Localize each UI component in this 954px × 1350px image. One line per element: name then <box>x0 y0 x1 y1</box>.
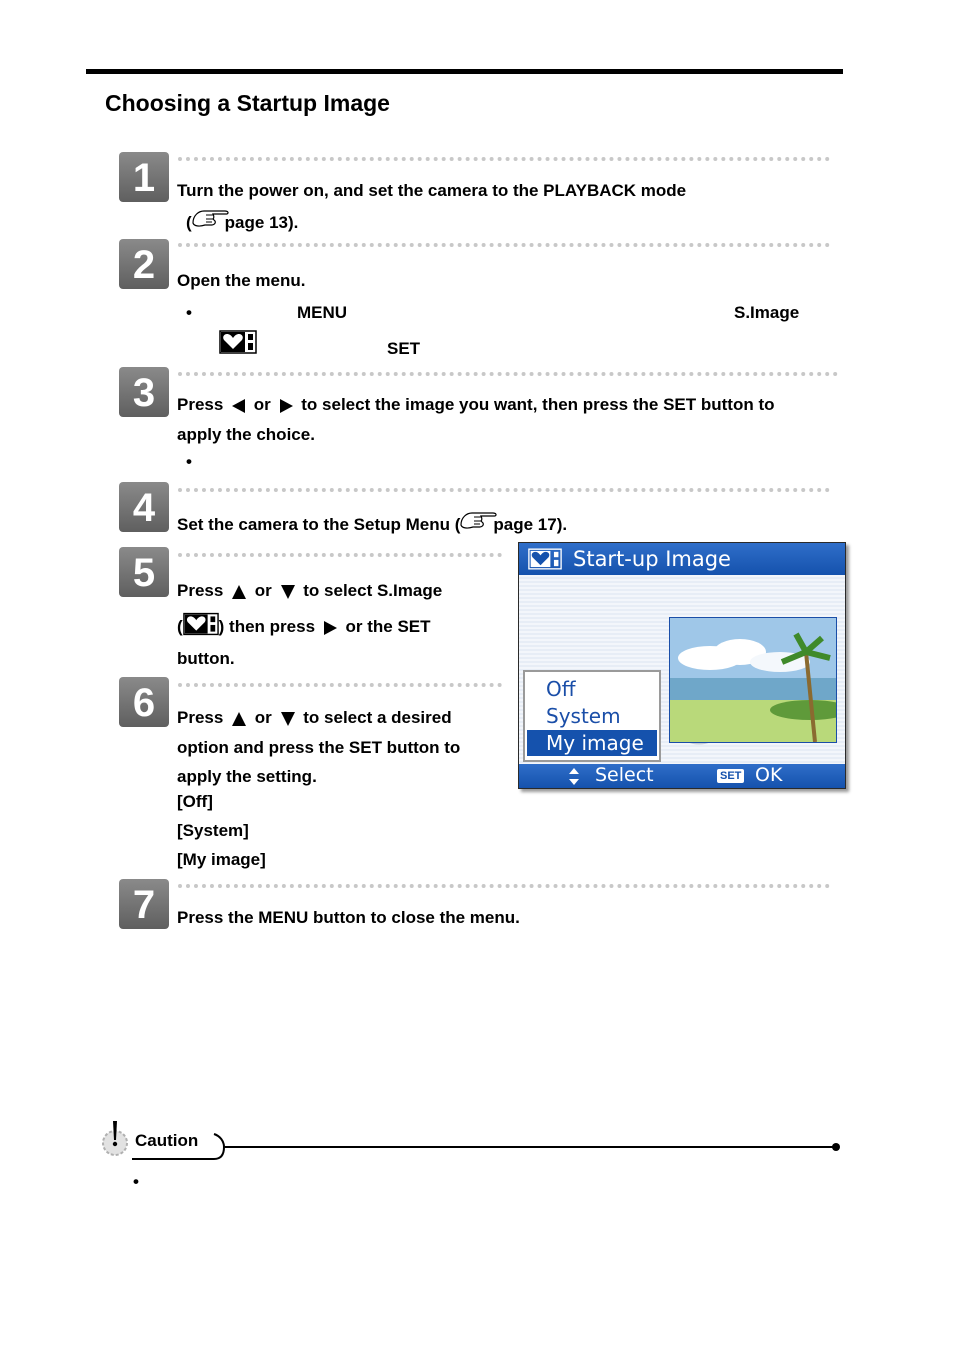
simage-label: S.Image <box>734 303 800 322</box>
divider <box>178 553 502 557</box>
preview-image <box>669 617 837 743</box>
step-number-7: 7 <box>119 879 169 929</box>
lcd-ok-label: OK <box>755 764 783 786</box>
divider <box>178 488 830 492</box>
set-label: SET <box>387 339 421 358</box>
step-6-text: Press or to select a desired <box>177 708 452 727</box>
simage-icon <box>528 548 562 570</box>
lcd-select-label: Select <box>595 764 654 786</box>
left-arrow-icon <box>232 399 245 413</box>
step-number-2: 2 <box>119 239 169 289</box>
step-1-text: Turn the power on, and set the camera to the PLAYBACK mode <box>177 181 687 200</box>
step-3-text-line2: apply the choice. <box>177 425 315 444</box>
bullet: • <box>133 1172 139 1191</box>
up-arrow-icon <box>232 585 246 599</box>
up-arrow-icon <box>232 712 246 726</box>
lcd-header <box>519 543 845 575</box>
right-arrow-icon <box>280 399 293 413</box>
divider <box>178 884 830 888</box>
step-number-1: 1 <box>119 152 169 202</box>
camera-lcd-screen <box>518 542 846 789</box>
step-6-text-line3: apply the setting. <box>177 767 317 786</box>
step-6-text-line2: option and press the SET button to <box>177 738 461 757</box>
down-arrow-icon <box>281 712 295 726</box>
menu-label: MENU <box>297 303 348 322</box>
divider <box>178 683 502 687</box>
bullet: • <box>186 452 192 471</box>
step-2-text: Open the menu. <box>177 271 306 290</box>
option-off: [Off] <box>177 792 213 811</box>
lcd-menu <box>523 670 661 762</box>
caution-label: Caution <box>135 1131 199 1150</box>
step-number-6: 6 <box>119 677 169 727</box>
up-down-arrow-icon <box>569 768 579 785</box>
caution-rule <box>130 1130 846 1162</box>
caution-icon <box>100 1119 132 1161</box>
divider <box>178 372 838 376</box>
option-system: [System] <box>177 821 249 840</box>
simage-icon <box>219 330 257 359</box>
page-title: Choosing a Startup Image <box>105 90 390 116</box>
divider <box>178 157 830 161</box>
step-5-text-line2: ( ) then press or the SET <box>177 612 431 638</box>
lcd-menu-item-system[interactable]: System <box>546 704 621 728</box>
step-number-3: 3 <box>119 367 169 417</box>
step-3-text: Press or to select the image you want, then press the SET button to <box>177 395 775 414</box>
set-badge: SET <box>717 769 744 783</box>
step-4-text: Set the camera to the Setup Menu ( page 17). <box>177 510 567 536</box>
lcd-footer <box>519 764 845 788</box>
lcd-menu-item-off[interactable]: Off <box>546 677 576 701</box>
step-1-ref: ( page 13). <box>186 208 298 234</box>
lcd-menu-item-my-image[interactable]: My image <box>527 730 657 756</box>
bullet: • <box>186 303 192 322</box>
top-rule <box>86 69 843 74</box>
option-my-image: [My image] <box>177 850 266 869</box>
step-7-text: Press the MENU button to close the menu. <box>177 908 520 927</box>
step-5-text-line3: button. <box>177 649 235 668</box>
right-arrow-icon <box>324 621 337 635</box>
step-number-5: 5 <box>119 547 169 597</box>
divider <box>178 243 830 247</box>
simage-icon <box>183 612 219 636</box>
lcd-title: Start-up Image <box>573 547 731 571</box>
step-5-text: Press or to select S.Image <box>177 581 443 600</box>
step-number-4: 4 <box>119 482 169 532</box>
down-arrow-icon <box>281 585 295 599</box>
